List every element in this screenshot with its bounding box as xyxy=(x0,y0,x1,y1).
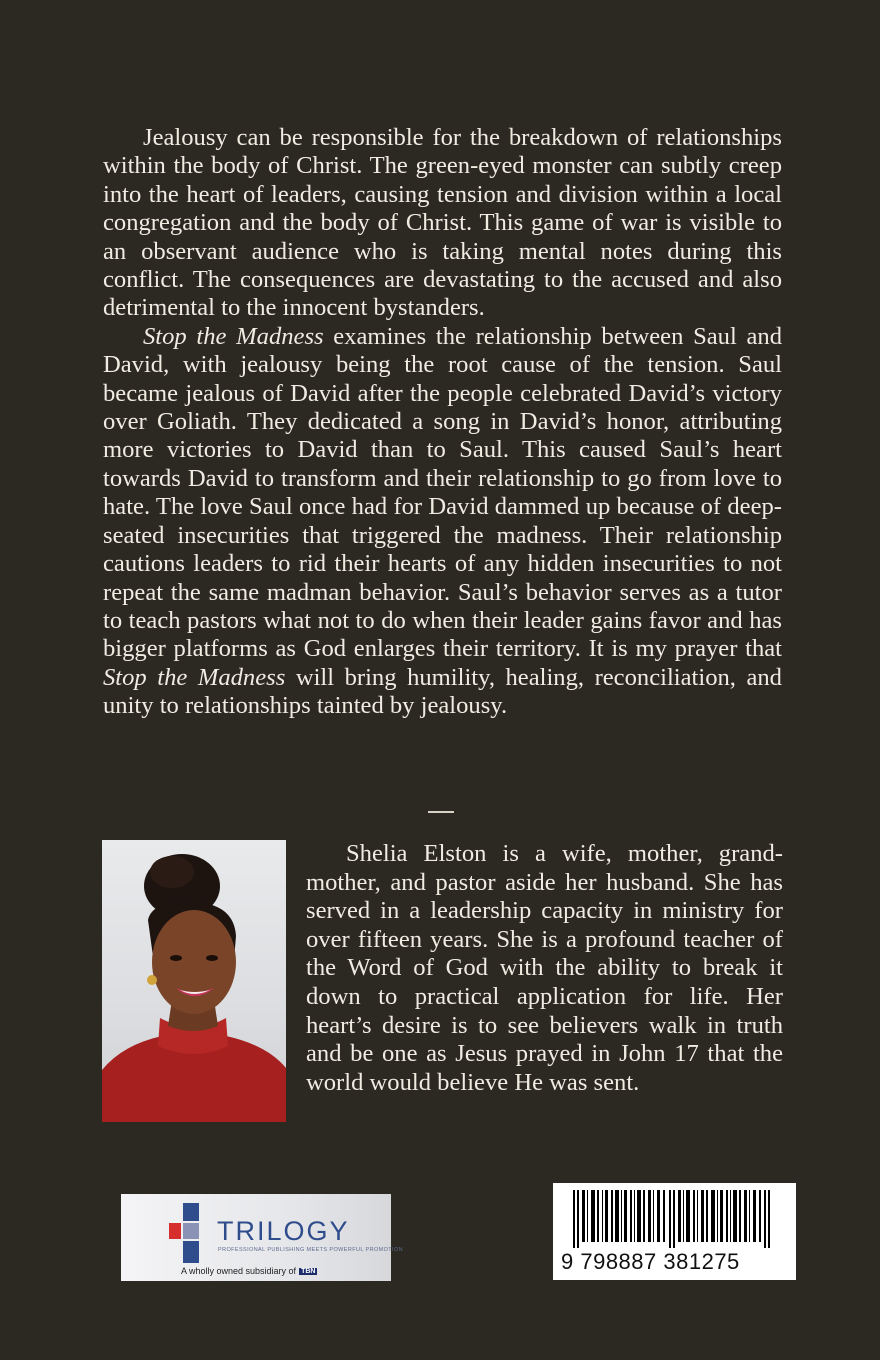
publisher-footer xyxy=(181,1266,317,1276)
publisher-name: TRILOGY xyxy=(217,1216,350,1246)
book-description xyxy=(103,124,782,721)
description-text-end: will bring humility, healing, reconciliation, and unity to relationships tainted by jealousy. xyxy=(103,663,782,720)
isbn-barcode xyxy=(553,1183,796,1280)
description-paragraph-1: Jealousy can be responsible for the breakdown of relationships within the body of Christ. The green-eyed monster can subtly creep into the heart of leaders, causing tension and division within a local congregation and the body of Christ. This game of war is visible to an observant audience who is taking mental notes during this conflict. The consequences are devastating to the accused and also detrimental to the innocent bystanders. xyxy=(103,124,782,322)
trilogy-cross-icon xyxy=(169,1203,209,1265)
isbn-number: 9 798887 381275 xyxy=(561,1249,740,1274)
publisher-logo xyxy=(121,1194,404,1281)
author-bio-text: Shelia Elston is a wife, mother, grand-mother, and pastor aside her husband. She has served in a leadership capacity in ministry for over fifteen years. She is a profound teacher of the Word of God with the ability to break it down to practical application for life. Her heart’s desire is to see believers walk in truth and be one as Jesus prayed in John 17 that the world would believe He was sent. xyxy=(306,840,783,1096)
book-title-italic: Stop the Madness xyxy=(103,663,286,691)
book-title-italic: Stop the Madness xyxy=(143,322,324,350)
description-paragraph-2 xyxy=(103,323,782,721)
author-photo xyxy=(102,840,286,1122)
section-divider xyxy=(428,811,454,813)
publisher-tagline: PROFESSIONAL PUBLISHING MEETS POWERFUL PROMOTION xyxy=(218,1247,404,1253)
publisher-footer-text: A wholly owned subsidiary of xyxy=(181,1266,297,1276)
description-text: examines the relationship between Saul and David, with jealousy being the root cause of the tension. Saul became jealous of David after the people celebrated David’s victory over Goliath. They dedicated a song in David’s honor, attributing more victories to David than to Saul. This caused Saul’s heart towards David to transform and their relationship to go from love to hate. The love Saul once had for David dammed up because of deep-seated insecurities that triggered the madness. Their relationship cautions leaders to rid their hearts of any hidden insecurities to not repeat the same madman behavior. Saul’s behavior serves as a tutor to teach pastors what not to do when their leader gains favor and has bigger platforms as God enlarges their territory. It is my prayer that xyxy=(103,322,782,663)
author-portrait-illustration xyxy=(102,840,286,1122)
barcode-icon xyxy=(573,1190,785,1248)
author-bio xyxy=(306,840,783,1097)
tbn-badge: TBN xyxy=(301,1268,316,1275)
